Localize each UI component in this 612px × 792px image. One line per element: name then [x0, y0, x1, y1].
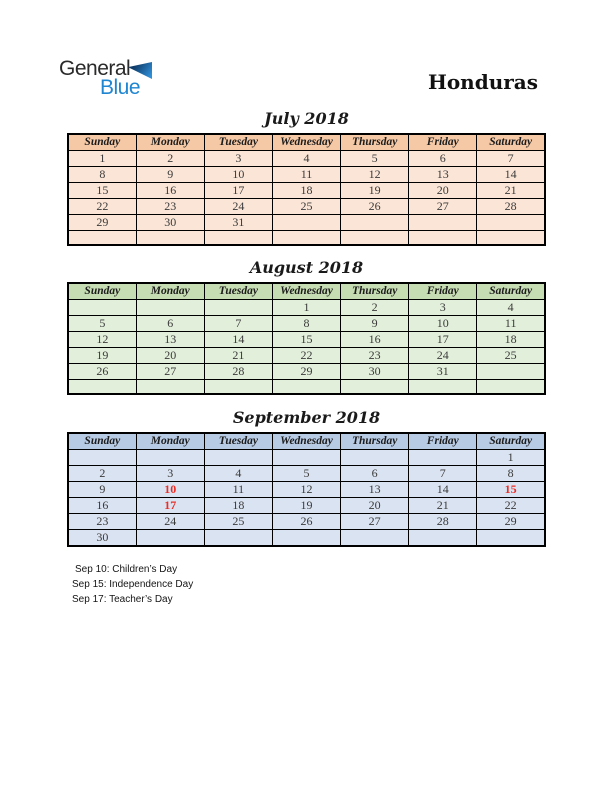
date-cell: 23	[68, 513, 136, 529]
date-cell: 13	[409, 166, 477, 182]
empty-cell	[477, 230, 545, 245]
week-row	[68, 315, 545, 331]
date-cell: 1	[68, 150, 136, 166]
empty-cell	[68, 449, 136, 465]
date-cell: 21	[204, 347, 272, 363]
weekday-header-sunday: Sunday	[68, 134, 136, 150]
calendar-table-september	[67, 432, 546, 547]
weekday-header-saturday: Saturday	[477, 134, 545, 150]
date-cell: 10	[204, 166, 272, 182]
date-cell: 11	[204, 481, 272, 497]
date-cell: 2	[341, 299, 409, 315]
date-cell: 12	[68, 331, 136, 347]
date-cell: 25	[272, 198, 340, 214]
empty-cell	[341, 379, 409, 394]
weekday-header-sunday: Sunday	[68, 433, 136, 449]
date-cell: 2	[68, 465, 136, 481]
date-cell: 10	[136, 481, 204, 497]
week-row	[68, 182, 545, 198]
week-row	[68, 347, 545, 363]
date-cell: 27	[409, 198, 477, 214]
date-cell: 1	[272, 299, 340, 315]
date-cell: 31	[204, 214, 272, 230]
date-cell: 16	[136, 182, 204, 198]
month-title: July 2018	[264, 109, 349, 128]
date-cell: 29	[272, 363, 340, 379]
date-cell: 16	[68, 497, 136, 513]
empty-cell	[477, 214, 545, 230]
date-cell: 15	[272, 331, 340, 347]
empty-cell	[409, 529, 477, 546]
empty-cell	[136, 379, 204, 394]
week-row	[68, 529, 545, 546]
empty-cell	[272, 449, 340, 465]
weekday-header-friday: Friday	[409, 283, 477, 299]
date-cell: 6	[341, 465, 409, 481]
weekday-header-monday: Monday	[136, 433, 204, 449]
date-cell: 13	[136, 331, 204, 347]
empty-cell	[341, 449, 409, 465]
calendar-table-july	[67, 133, 546, 246]
empty-cell	[68, 379, 136, 394]
date-cell: 5	[272, 465, 340, 481]
empty-cell	[477, 379, 545, 394]
date-cell: 3	[204, 150, 272, 166]
empty-cell	[272, 379, 340, 394]
week-row	[68, 214, 545, 230]
empty-cell	[68, 299, 136, 315]
date-cell: 7	[477, 150, 545, 166]
date-cell: 21	[477, 182, 545, 198]
week-row	[68, 449, 545, 465]
empty-cell	[409, 230, 477, 245]
date-cell: 12	[272, 481, 340, 497]
date-cell: 8	[272, 315, 340, 331]
empty-cell	[136, 230, 204, 245]
holiday-note: Sep 10: Children’s Day	[75, 564, 178, 575]
empty-cell	[136, 449, 204, 465]
date-cell: 17	[409, 331, 477, 347]
holiday-note: Sep 15: Independence Day	[72, 579, 194, 590]
date-cell: 20	[409, 182, 477, 198]
date-cell: 14	[409, 481, 477, 497]
week-row	[68, 363, 545, 379]
month-block-july	[67, 110, 546, 246]
empty-cell	[272, 230, 340, 245]
date-cell: 8	[477, 465, 545, 481]
weekday-header-tuesday: Tuesday	[204, 134, 272, 150]
date-cell: 28	[204, 363, 272, 379]
date-cell: 29	[477, 513, 545, 529]
date-cell: 18	[272, 182, 340, 198]
week-row	[68, 379, 545, 394]
weekday-header-friday: Friday	[409, 433, 477, 449]
week-row	[68, 497, 545, 513]
empty-cell	[272, 529, 340, 546]
date-cell: 7	[409, 465, 477, 481]
date-cell: 17	[136, 497, 204, 513]
date-cell: 18	[477, 331, 545, 347]
date-cell: 9	[68, 481, 136, 497]
week-row	[68, 513, 545, 529]
date-cell: 28	[409, 513, 477, 529]
empty-cell	[68, 230, 136, 245]
date-cell: 4	[272, 150, 340, 166]
date-cell: 24	[409, 347, 477, 363]
date-cell: 3	[136, 465, 204, 481]
date-cell: 16	[341, 331, 409, 347]
empty-cell	[477, 529, 545, 546]
weekday-header-saturday: Saturday	[477, 433, 545, 449]
date-cell: 9	[136, 166, 204, 182]
empty-cell	[204, 529, 272, 546]
month-title: August 2018	[249, 258, 364, 277]
weekday-header-row	[68, 433, 545, 449]
date-cell: 4	[204, 465, 272, 481]
date-cell: 12	[341, 166, 409, 182]
weekday-header-thursday: Thursday	[341, 283, 409, 299]
week-row	[68, 481, 545, 497]
date-cell: 15	[68, 182, 136, 198]
date-cell: 6	[136, 315, 204, 331]
date-cell: 30	[68, 529, 136, 546]
week-row	[68, 331, 545, 347]
date-cell: 5	[341, 150, 409, 166]
weekday-header-friday: Friday	[409, 134, 477, 150]
date-cell: 23	[136, 198, 204, 214]
date-cell: 22	[477, 497, 545, 513]
date-cell: 20	[136, 347, 204, 363]
empty-cell	[341, 230, 409, 245]
empty-cell	[409, 214, 477, 230]
date-cell: 19	[68, 347, 136, 363]
holiday-note: Sep 17: Teacher’s Day	[72, 594, 173, 605]
week-row	[68, 198, 545, 214]
weekday-header-wednesday: Wednesday	[272, 433, 340, 449]
date-cell: 11	[477, 315, 545, 331]
calendar-table-august	[67, 282, 546, 395]
general-blue-logo	[59, 59, 169, 99]
weekday-header-monday: Monday	[136, 134, 204, 150]
date-cell: 25	[204, 513, 272, 529]
date-cell: 5	[68, 315, 136, 331]
date-cell: 19	[341, 182, 409, 198]
date-cell: 28	[477, 198, 545, 214]
weekday-header-saturday: Saturday	[477, 283, 545, 299]
date-cell: 22	[272, 347, 340, 363]
date-cell: 26	[68, 363, 136, 379]
date-cell: 10	[409, 315, 477, 331]
empty-cell	[341, 529, 409, 546]
date-cell: 27	[341, 513, 409, 529]
logo-text-blue: Blue	[100, 76, 141, 99]
date-cell: 14	[477, 166, 545, 182]
month-block-september	[67, 409, 546, 547]
date-cell: 31	[409, 363, 477, 379]
date-cell: 3	[409, 299, 477, 315]
date-cell: 9	[341, 315, 409, 331]
empty-cell	[204, 379, 272, 394]
date-cell: 22	[68, 198, 136, 214]
date-cell: 30	[341, 363, 409, 379]
date-cell: 15	[477, 481, 545, 497]
empty-cell	[409, 379, 477, 394]
empty-cell	[136, 529, 204, 546]
weekday-header-wednesday: Wednesday	[272, 283, 340, 299]
date-cell: 14	[204, 331, 272, 347]
country-title: Honduras	[427, 70, 538, 94]
date-cell: 26	[272, 513, 340, 529]
date-cell: 11	[272, 166, 340, 182]
date-cell: 26	[341, 198, 409, 214]
date-cell: 23	[341, 347, 409, 363]
holiday-notes	[72, 562, 193, 607]
week-row	[68, 299, 545, 315]
date-cell: 19	[272, 497, 340, 513]
month-block-august	[67, 259, 546, 395]
date-cell: 24	[136, 513, 204, 529]
week-row	[68, 465, 545, 481]
empty-cell	[204, 299, 272, 315]
weekday-header-tuesday: Tuesday	[204, 433, 272, 449]
weekday-header-sunday: Sunday	[68, 283, 136, 299]
empty-cell	[477, 363, 545, 379]
weekday-header-thursday: Thursday	[341, 134, 409, 150]
logo-text-general: General	[59, 57, 131, 80]
week-row	[68, 166, 545, 182]
date-cell: 24	[204, 198, 272, 214]
weekday-header-wednesday: Wednesday	[272, 134, 340, 150]
date-cell: 20	[341, 497, 409, 513]
date-cell: 4	[477, 299, 545, 315]
date-cell: 27	[136, 363, 204, 379]
empty-cell	[136, 299, 204, 315]
empty-cell	[204, 230, 272, 245]
date-cell: 30	[136, 214, 204, 230]
date-cell: 13	[341, 481, 409, 497]
date-cell: 17	[204, 182, 272, 198]
month-title: September 2018	[232, 408, 381, 427]
date-cell: 7	[204, 315, 272, 331]
empty-cell	[409, 449, 477, 465]
date-cell: 2	[136, 150, 204, 166]
date-cell: 21	[409, 497, 477, 513]
empty-cell	[272, 214, 340, 230]
date-cell: 29	[68, 214, 136, 230]
week-row	[68, 230, 545, 245]
date-cell: 1	[477, 449, 545, 465]
empty-cell	[204, 449, 272, 465]
date-cell: 18	[204, 497, 272, 513]
weekday-header-monday: Monday	[136, 283, 204, 299]
weekday-header-tuesday: Tuesday	[204, 283, 272, 299]
weekday-header-thursday: Thursday	[341, 433, 409, 449]
week-row	[68, 150, 545, 166]
date-cell: 8	[68, 166, 136, 182]
date-cell: 6	[409, 150, 477, 166]
date-cell: 25	[477, 347, 545, 363]
empty-cell	[341, 214, 409, 230]
weekday-header-row	[68, 283, 545, 299]
weekday-header-row	[68, 134, 545, 150]
